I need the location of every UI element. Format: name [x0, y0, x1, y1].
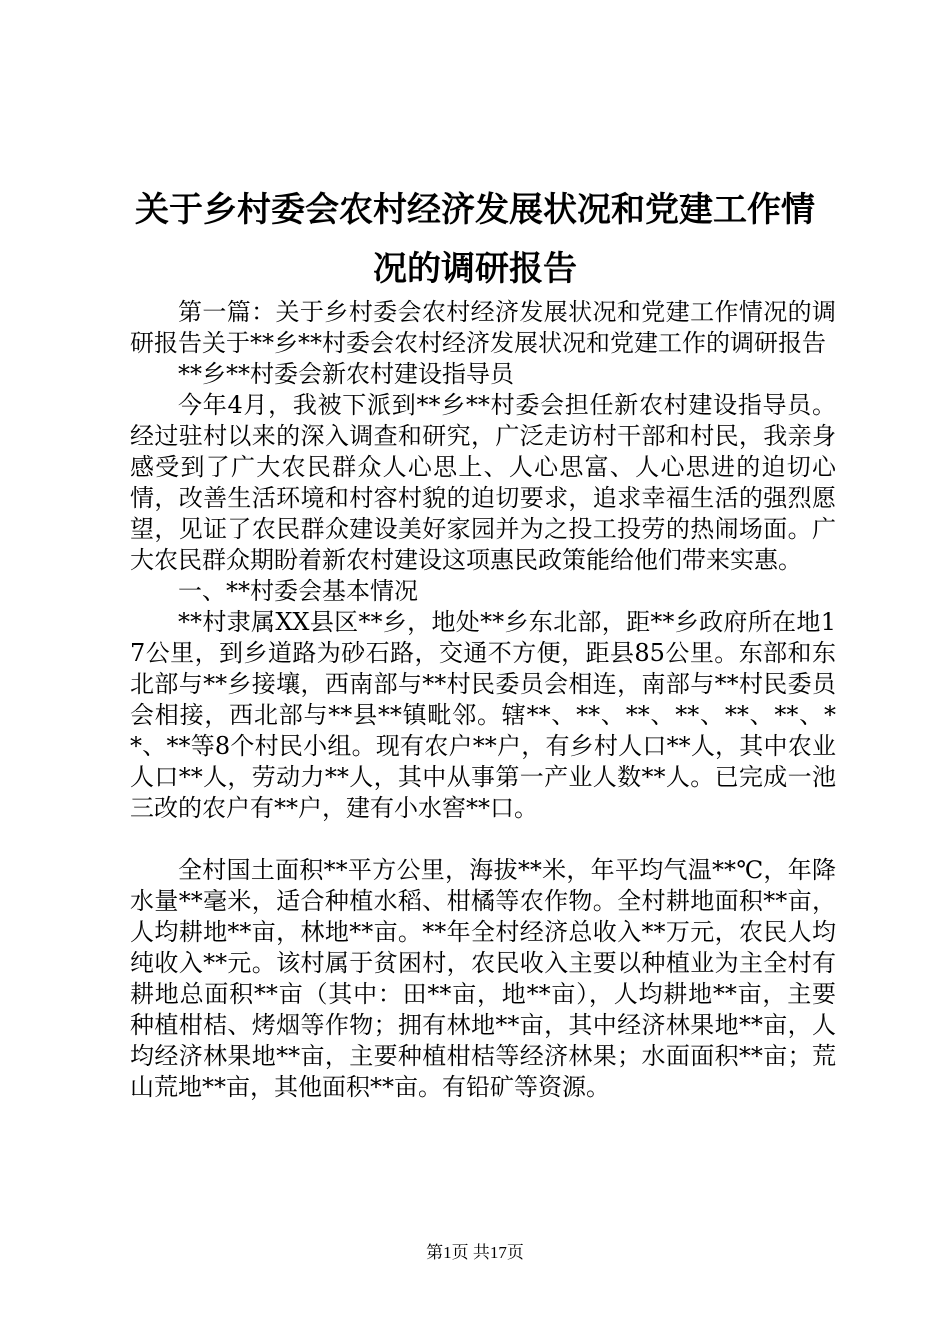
- document-body: [130, 297, 836, 1103]
- paragraph-village-land: 全村国土面积**平方公里，海拔**米，年平均气温**℃，年降水量**毫米，适合种植水稻、柑橘等农作物。全村耕地面积**亩，人均耕地**亩，林地**亩。**年全村经济总收入**万元，农民人均纯收入**元。该村属于贫困村，农民收入主要以种植业为主全村有耕地总面积**亩（其中：田**亩，地**亩），人均耕地**亩，主要种植柑桔、烤烟等作物；拥有林地**亩，其中经济林果地**亩，人均经济林果地**亩，主要种植柑桔等经济林果；水面面积**亩；荒山荒地**亩，其他面积**亩。有铅矿等资源。: [130, 856, 836, 1101]
- section-heading-basic-info: 一、**村委会基本情况: [178, 577, 418, 605]
- paragraph-background: 今年4月，我被下派到**乡**村委会担任新农村建设指导员。经过驻村以来的深入调查和研究，广泛走访村干部和村民，我亲身感受到了广大农民群众人心思上、人心思富、人心思进的迫切心情，改善生活环境和村容村貌的迫切要求，追求幸福生活的强烈愿望，见证了农民群众建设美好家园并为之投工投劳的热闹场面。广大农民群众期盼着新农村建设这项惠民政策能给他们带来实惠。: [130, 391, 836, 574]
- paragraph-author: **乡**村委会新农村建设指导员: [178, 360, 514, 388]
- document-title-line-2: 况的调研报告: [373, 249, 577, 289]
- page-number-footer: 第1页 共17页: [426, 1243, 524, 1262]
- document-title-line-1: 关于乡村委会农村经济发展状况和党建工作情: [135, 190, 815, 230]
- paragraph-intro: 第一篇：关于乡村委会农村经济发展状况和党建工作情况的调研报告关于**乡**村委会农村经济发展状况和党建工作的调研报告: [130, 298, 836, 357]
- paragraph-village-location: **村隶属XX县区**乡，地处**乡东北部，距**乡政府所在地17公里，到乡道路为砂石路，交通不方便，距县85公里。东部和东北部与**乡接壤，西南部与**村民委员会相连，南部与**村民委员会相接，西北部与**县**镇毗邻。辖**、**、**、**、**、**、**、**等8个村民小组。现有农户**户，有乡村人口**人，其中农业人口**人，劳动力**人，其中从事第一产业人数**人。已完成一池三改的农户有**户，建有小水窖**口。: [130, 608, 836, 822]
